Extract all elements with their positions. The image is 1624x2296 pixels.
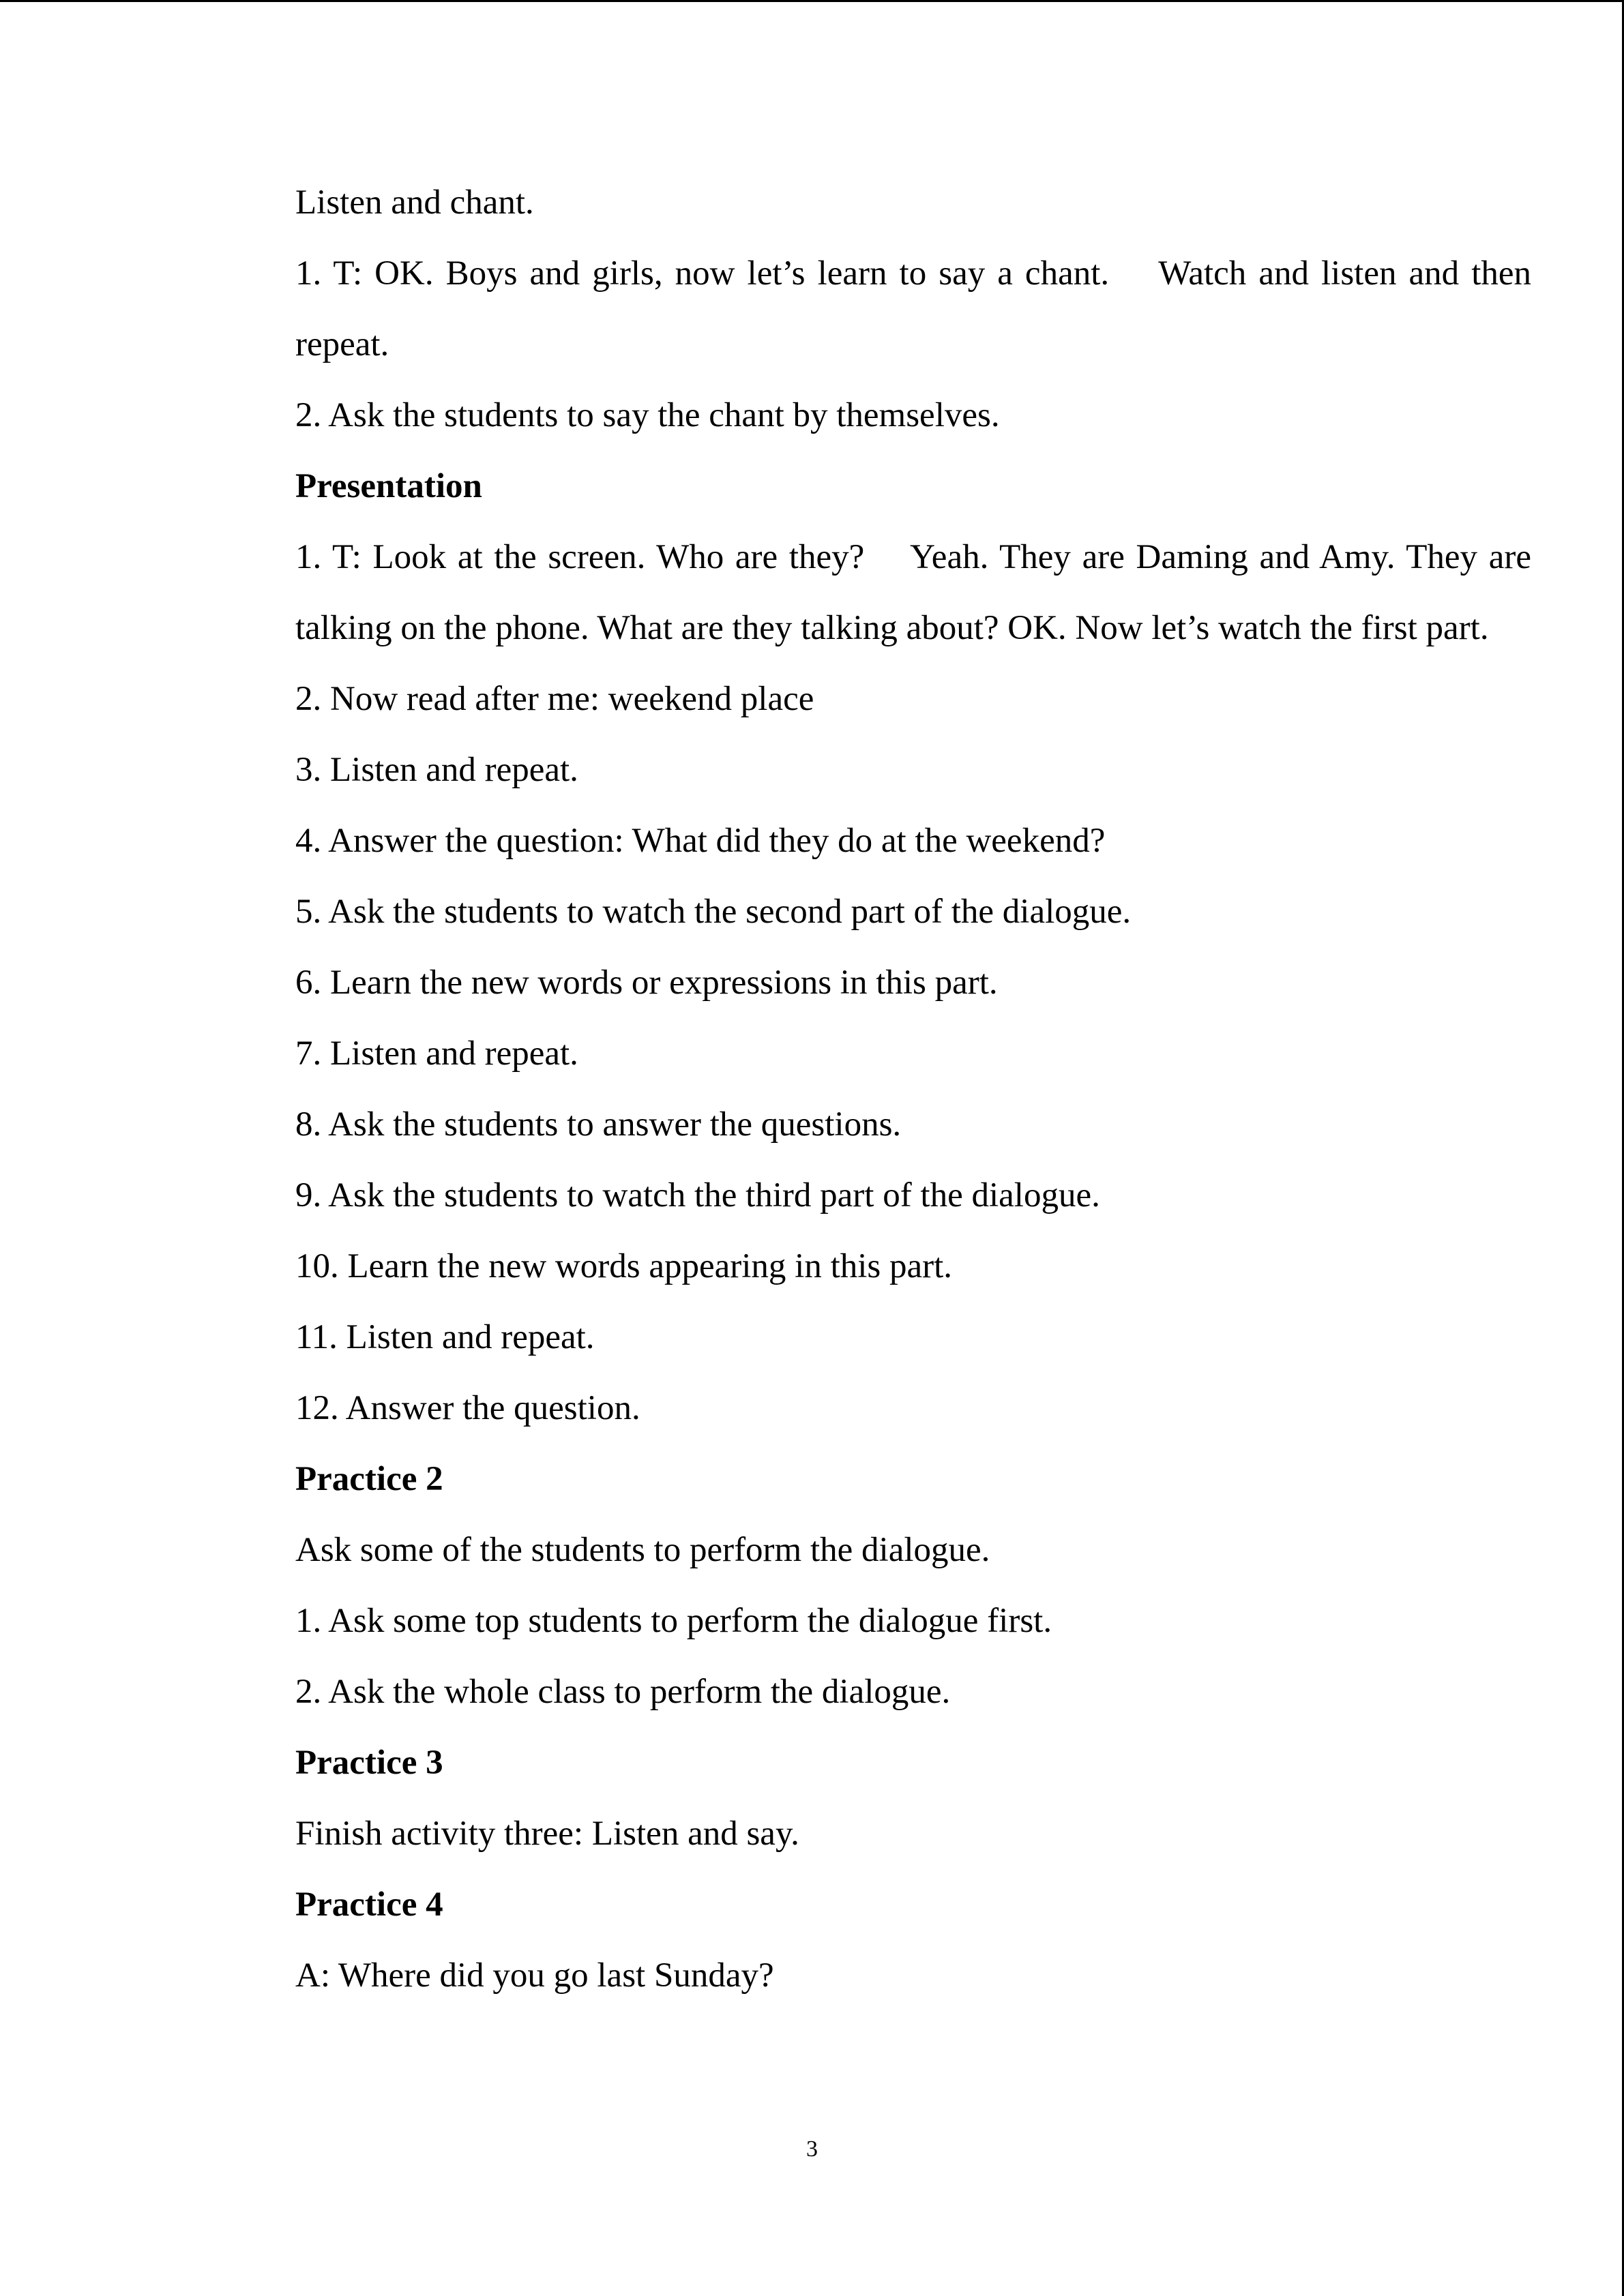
paragraph-chant-step-2: 2. Ask the students to say the chant by themselves. (295, 396, 1000, 434)
heading-practice-3: Practice 3 (295, 1744, 443, 1782)
paragraph-presentation-step-3: 3. Listen and repeat. (295, 751, 578, 789)
paragraph-presentation-step-6: 6. Learn the new words or expressions in this part. (295, 964, 998, 1002)
paragraph-practice-4-dialogue: A: Where did you go last Sunday? (295, 1956, 774, 1995)
paragraph-presentation-step-1: 1. T: Look at the screen. Who are they? Yeah. They are Daming and Amy. They are talking on the phone. What are they talking about? OK. Now let’s watch the first part. (295, 538, 1531, 647)
paragraph-presentation-step-9: 9. Ask the students to watch the third part of the dialogue. (295, 1176, 1100, 1214)
paragraph-practice-2-intro: Ask some of the students to perform the dialogue. (295, 1531, 990, 1569)
paragraph-presentation-step-12: 12. Answer the question. (295, 1389, 640, 1427)
paragraph-presentation-step-10: 10. Learn the new words appearing in this part. (295, 1247, 953, 1285)
paragraph-presentation-step-2: 2. Now read after me: weekend place (295, 680, 814, 718)
paragraph-presentation-step-7: 7. Listen and repeat. (295, 1034, 578, 1073)
page-number: 3 (806, 2136, 818, 2162)
heading-presentation: Presentation (295, 467, 482, 505)
paragraph-practice-3-intro: Finish activity three: Listen and say. (295, 1815, 799, 1853)
heading-practice-2: Practice 2 (295, 1460, 443, 1498)
paragraph-practice-2-step-1: 1. Ask some top students to perform the dialogue first. (295, 1602, 1052, 1640)
page-body (217, 167, 1531, 2011)
paragraph-practice-2-step-2: 2. Ask the whole class to perform the dialogue. (295, 1673, 951, 1711)
paragraph-presentation-step-5: 5. Ask the students to watch the second part of the dialogue. (295, 893, 1132, 931)
paragraph-presentation-step-11: 11. Listen and repeat. (295, 1318, 595, 1356)
paragraph-listen-and-chant: Listen and chant. (295, 183, 534, 222)
paragraph-presentation-step-4: 4. Answer the question: What did they do at the weekend? (295, 822, 1106, 860)
paragraph-chant-step-1: 1. T: OK. Boys and girls, now let’s learn to say a chant. Watch and listen and then repeat. (295, 254, 1531, 363)
paragraph-presentation-step-8: 8. Ask the students to answer the questions. (295, 1105, 902, 1144)
heading-practice-4: Practice 4 (295, 1885, 443, 1924)
